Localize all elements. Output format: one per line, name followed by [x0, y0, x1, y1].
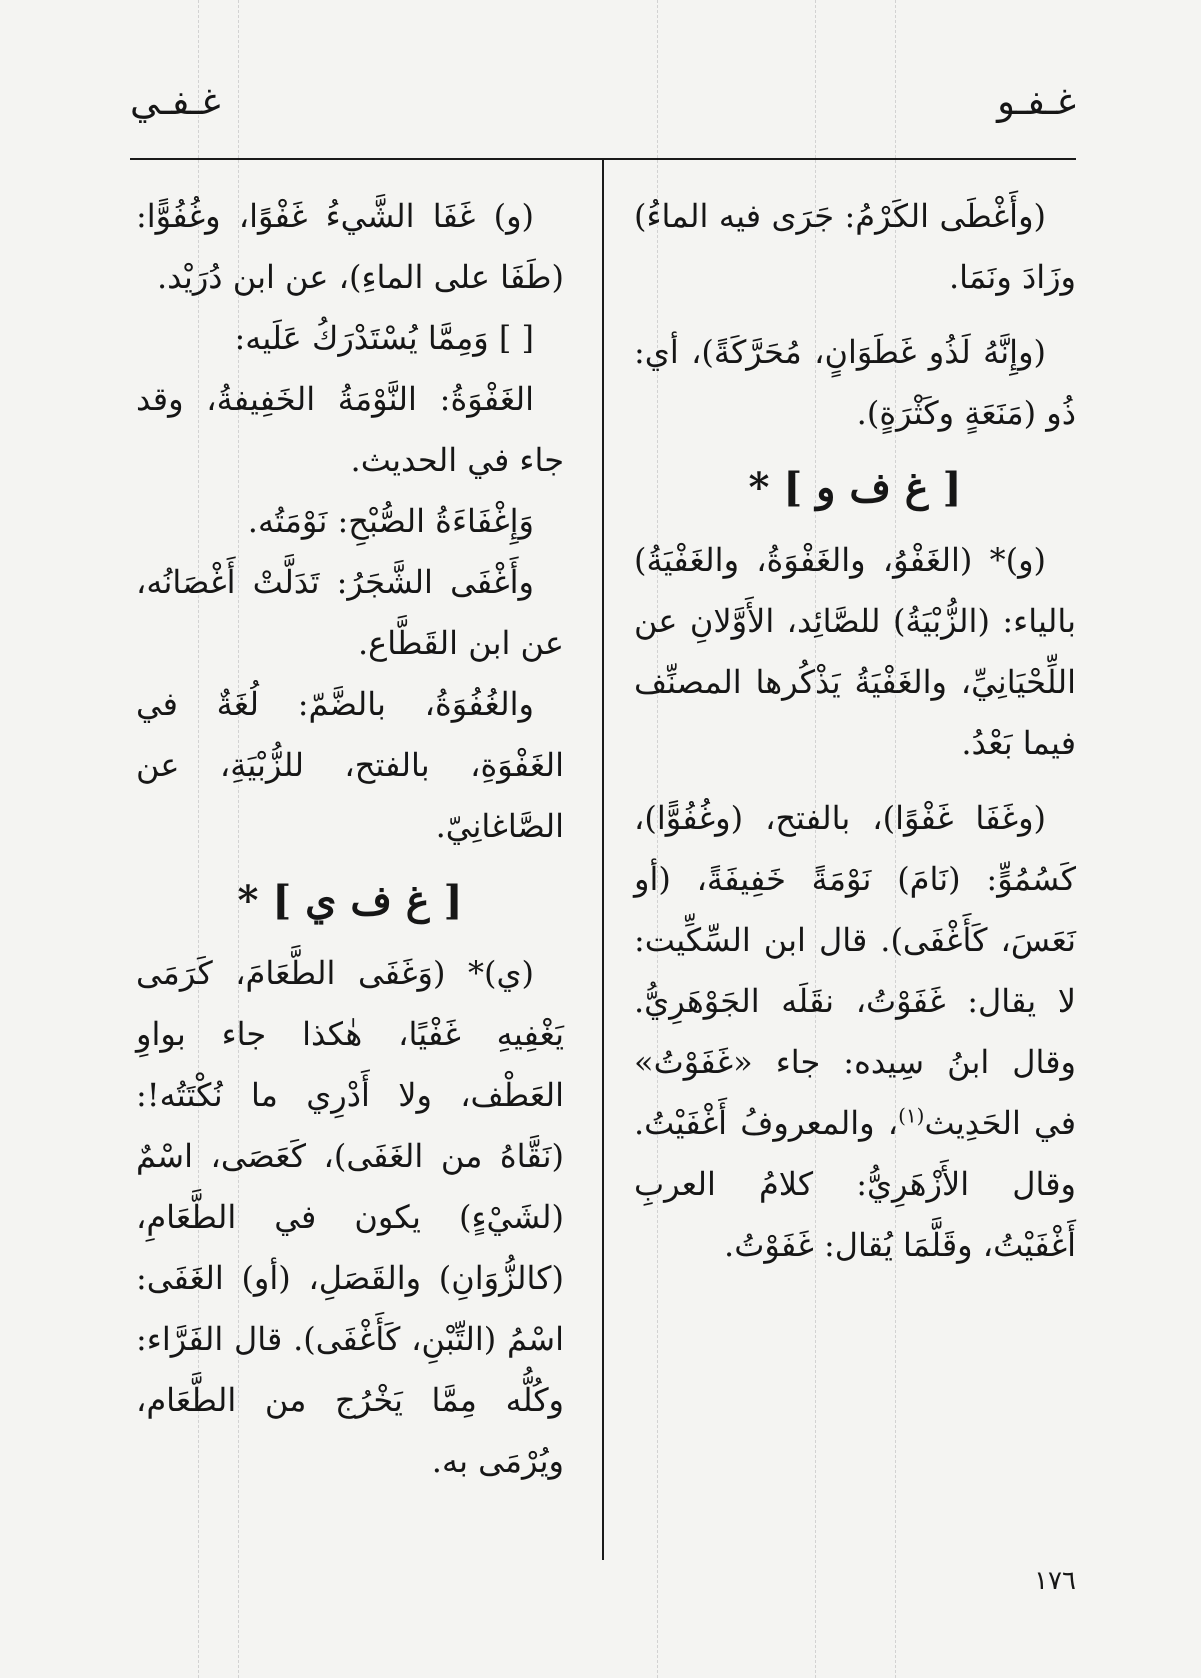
entry-paragraph: (و)* (الغَفْوُ، والغَفْوَةُ، والغَفْيَةُ) بالياء: (الزُّبْيَةُ) للصَّائِد، الأَوَّلانِ عن اللِّحْيَانِيِّ، والغَفْيَةُ يَذْكُرها المصنِّف فيما بَعْدُ. [634, 541, 1076, 762]
entry-paragraph: وَإِغْفَاءَةُ الصُّبْحِ: نَوْمَتُه. [247, 502, 534, 540]
column-divider [602, 158, 604, 1560]
root-heading: [ غ ف و ] * [748, 464, 962, 511]
entry-paragraph: وأَغْفَى الشَّجَرُ: تَدَلَّتْ أَغْصَانُه، عن ابن القَطَّاع. [136, 563, 564, 662]
entry-paragraph [634, 788, 1076, 1276]
entry-paragraph: والغُفُوَةُ، بالضَّمّ: لُغَةٌ في الغَفْوَةِ، بالفتح، للزُّبْيَةِ، عن الصَّاغانِيّ. [136, 685, 564, 845]
left-column [136, 186, 564, 1492]
entry-paragraph: [ ] وَمِمَّا يُسْتَدْرَكُ عَلَيه: [234, 319, 534, 357]
running-head-left: غـفـي [130, 80, 221, 123]
entry-paragraph: (ي)* (وَغَفَى الطَّعَامَ، كَرَمَى يَغْفِيهِ غَفْيًا، هٰكذا جاء بواوِ العَطْف، ولا أَدْرِي ما نُكْتَتُه!: (نَقَّاهُ من الغَفَى)، كَعَصَى، اسْمٌ (لشَيْءٍ) يكون في الطَّعَامِ، (كالزُّوَانِ) والقَصَلِ، (أو) الغَفَى: اسْمُ (التِّبْنِ، كَأَغْفَى). قال الفَرَّاء: وكُلُّه مِمَّا يَخْرُج من الطَّعَام، ويُرْمَى به. [136, 954, 564, 1480]
footnote-marker[interactable]: (١) [898, 1103, 925, 1128]
root-heading: [ غ ف ي ] * [237, 877, 463, 924]
entry-paragraph: (وأَغْطَى الكَرْمُ: جَرَى فيه الماءُ) وزَادَ ونَمَا. [634, 197, 1076, 296]
page-number: ١٧٦ [1034, 1566, 1076, 1596]
entry-text: ، والمعروفُ أَغْفَيْتُ. وقال الأَزْهَرِيُّ: كلامُ العربِ أَغْفَيْتُ، وقَلَّمَا يُقال: غَفَوْتُ. [634, 1104, 1076, 1264]
right-column [634, 186, 1076, 1276]
entry-paragraph: (وإِنَّهُ لَذُو غَطَوَانٍ، مُحَرَّكَةً)، أي: ذُو (مَنَعَةٍ وكَثْرَةٍ). [634, 333, 1076, 432]
entry-paragraph: الغَفْوَةُ: النَّوْمَةُ الخَفِيفةُ، وقد جاء في الحديث. [136, 380, 564, 479]
entry-text: (وغَفَا غَفْوًا)، بالفتح، (وغُفُوًّا)، كَسُمُوٍّ: (نَامَ) نَوْمَةً خَفِيفَةً، (أو نَعَسَ، كَأَغْفَى). قال ابن السِّكِّيت: لا يقال: غَفَوْتُ، نقَلَه الجَوْهَرِيُّ. وقال ابنُ سِيده: جاء «غَفَوْتُ» في الحَدِيث [634, 799, 1077, 1142]
running-head-right: غـفـو [997, 80, 1076, 123]
entry-paragraph: (و) غَفَا الشَّيءُ غَفْوًا، وغُفُوًّا: (طَفَا على الماءِ)، عن ابن دُرَيْد. [136, 197, 564, 296]
